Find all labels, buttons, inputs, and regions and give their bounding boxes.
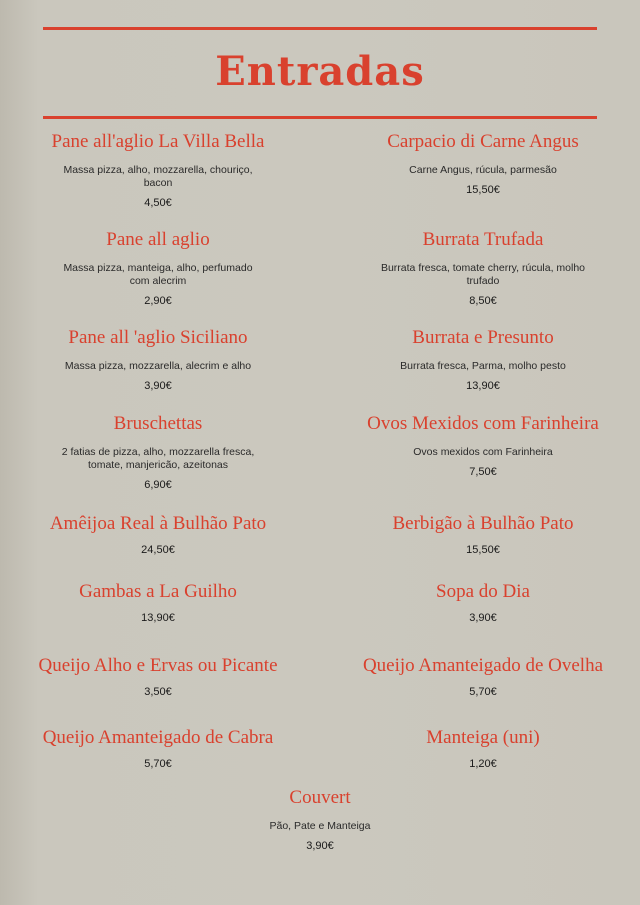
item-price: 15,50€ <box>466 544 500 556</box>
item-description: Burrata fresca, Parma, molho pesto <box>400 360 566 372</box>
item-name: Queijo Alho e Ervas ou Picante <box>38 655 278 676</box>
item-description: Massa pizza, alho, mozzarella, chouriço, bacon <box>63 164 253 189</box>
item-price: 5,70€ <box>469 686 497 698</box>
menu-item <box>8 655 308 699</box>
item-name: Amêijoa Real à Bulhão Pato <box>49 513 267 534</box>
top-divider <box>43 27 597 30</box>
page-title: Entradas <box>215 48 425 95</box>
item-name: Queijo Amanteigado de Cabra <box>42 727 274 748</box>
menu-item <box>8 131 308 210</box>
menu-item <box>333 327 633 393</box>
item-description: Burrata fresca, tomate cherry, rúcula, molho trufado <box>380 262 586 287</box>
menu-item <box>333 581 633 625</box>
item-price: 6,90€ <box>144 479 172 491</box>
item-name: Gambas a La Guilho <box>79 581 237 602</box>
item-name: Manteiga (uni) <box>426 727 540 748</box>
menu-item <box>8 413 308 492</box>
item-description: Carne Angus, rúcula, parmesão <box>409 164 557 176</box>
item-price: 24,50€ <box>141 544 175 556</box>
item-name: Couvert <box>289 787 351 808</box>
item-price: 3,90€ <box>306 840 334 852</box>
item-name: Carpacio di Carne Angus <box>387 131 579 152</box>
title-divider <box>43 116 597 119</box>
item-description: Massa pizza, manteiga, alho, perfumado com alecrim <box>63 262 253 287</box>
item-price: 3,50€ <box>144 686 172 698</box>
item-price: 3,90€ <box>144 380 172 392</box>
item-description: Pão, Pate e Manteiga <box>269 820 371 832</box>
item-name: Burrata e Presunto <box>412 327 554 348</box>
item-price: 8,50€ <box>469 295 497 307</box>
item-price: 5,70€ <box>144 758 172 770</box>
item-price: 1,20€ <box>469 758 497 770</box>
menu-item <box>333 655 633 699</box>
item-price: 7,50€ <box>469 466 497 478</box>
item-price: 15,50€ <box>466 184 500 196</box>
item-name: Bruschettas <box>113 413 203 434</box>
item-price: 13,90€ <box>141 612 175 624</box>
item-description: Ovos mexidos com Farinheira <box>413 446 553 458</box>
item-name: Pane all aglio <box>106 229 210 250</box>
item-price: 2,90€ <box>144 295 172 307</box>
item-price: 4,50€ <box>144 197 172 209</box>
menu-item <box>333 229 633 308</box>
item-description: Massa pizza, mozzarella, alecrim e alho <box>64 360 252 372</box>
menu-item <box>333 513 633 557</box>
item-name: Pane all 'aglio Siciliano <box>68 327 248 348</box>
item-name: Pane all'aglio La Villa Bella <box>51 131 265 152</box>
menu-item <box>8 327 308 393</box>
item-price: 3,90€ <box>469 612 497 624</box>
item-name: Berbigão à Bulhão Pato <box>392 513 574 534</box>
menu-item <box>333 413 633 479</box>
menu-item <box>333 131 633 197</box>
item-price: 13,90€ <box>466 380 500 392</box>
menu-item-couvert <box>170 787 470 853</box>
menu-item <box>8 727 308 771</box>
menu-item <box>333 727 633 771</box>
item-description: 2 fatias de pizza, alho, mozzarella fresca, tomate, manjericão, azeitonas <box>61 446 255 471</box>
menu-item <box>8 229 308 308</box>
menu-item <box>8 513 308 557</box>
item-name: Queijo Amanteigado de Ovelha <box>362 655 604 676</box>
item-name: Ovos Mexidos com Farinheira <box>367 413 599 434</box>
item-name: Burrata Trufada <box>422 229 544 250</box>
item-name: Sopa do Dia <box>436 581 530 602</box>
menu-item <box>8 581 308 625</box>
